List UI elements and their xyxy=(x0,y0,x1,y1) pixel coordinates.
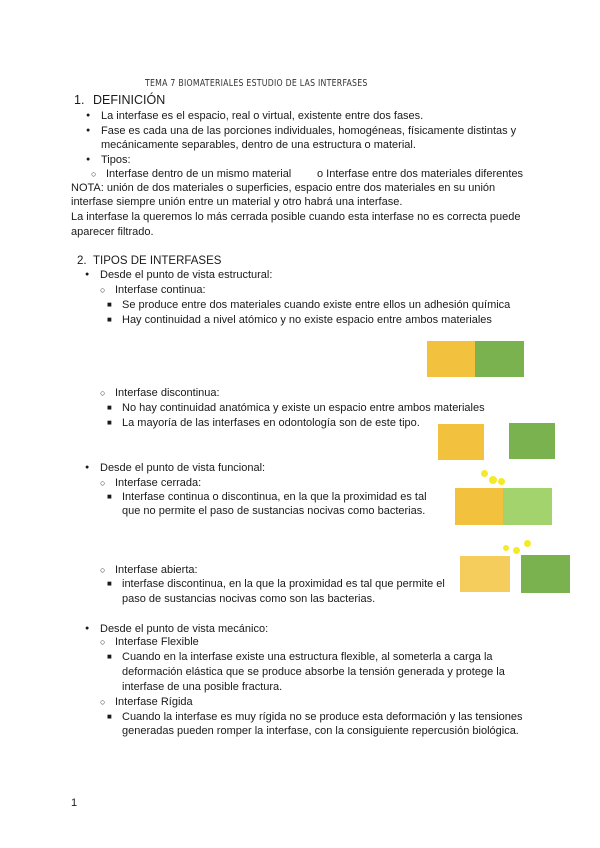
structural-bullet: ● Desde el punto de vista estructural: xyxy=(100,268,272,282)
discontinuous-heading: ○ Interfase discontinua: xyxy=(115,386,220,400)
flexible-item-line-2: deformación elástica que se produce absorbe la tensión generada y protege la xyxy=(122,666,505,678)
paragraph-line-2: aparecer filtrado. xyxy=(71,226,154,238)
note-line-1: NOTA: unión de dos materiales o superficies, espacio entre dos materiales en su unión xyxy=(71,182,496,194)
continuous-yellow-block xyxy=(427,341,475,377)
rigid-item-line-1: ■ Cuando la interfase es muy rígida no se produce esta deformación y las tensiones xyxy=(122,710,523,724)
flexible-heading: ○ Interfase Flexible xyxy=(115,635,199,649)
bacteria-dot xyxy=(524,540,531,547)
closed-green-block xyxy=(503,488,552,525)
open-item-line-1: ■ interfase discontinua, en la que la proximidad es tal que permite el xyxy=(122,577,445,591)
continuous-green-block xyxy=(475,341,524,377)
open-green-block xyxy=(521,555,570,593)
bacteria-dot xyxy=(481,470,488,477)
open-yellow-block xyxy=(460,556,510,592)
bacteria-dot xyxy=(503,545,509,551)
definition-bullet: ● La interfase es el espacio, real o virtual, existente entre dos fases. xyxy=(101,109,423,123)
types-bullet: ● Tipos: xyxy=(101,153,131,167)
section-2-heading: TIPOS DE INTERFASES xyxy=(93,255,222,267)
rigid-heading: ○ Interfase Rígida xyxy=(115,695,193,709)
open-heading: ○ Interfase abierta: xyxy=(115,563,198,577)
flexible-item-line-1: ■ Cuando en la interfase existe una estructura flexible, al someterla a carga la xyxy=(122,650,493,664)
phase-bullet: ● Fase es cada una de las porciones individuales, homogéneas, físicamente distintas y xyxy=(101,124,516,138)
paragraph-line-1: La interfase la queremos lo más cerrada posible cuando esta interfase no es correcta puede xyxy=(71,211,521,223)
open-item-line-2: paso de sustancias nocivas como son las bacterias. xyxy=(122,593,376,605)
bacteria-dot xyxy=(513,547,520,554)
note-line-2: interfase siempre unión entre un material y otro habrá una interfase. xyxy=(71,196,403,208)
type-same-material: ○ Interfase dentro de un mismo material xyxy=(106,167,291,181)
discontinuous-item-2: ■ La mayoría de las interfases en odontología son de este tipo. xyxy=(122,416,420,430)
document-title: TEMA 7 BIOMATERIALES ESTUDIO DE LAS INTERFASES xyxy=(145,78,368,89)
section-2-number: 2. xyxy=(77,255,87,267)
bacteria-dot xyxy=(489,476,497,484)
mechanical-bullet: ● Desde el punto de vista mecánico: xyxy=(100,622,268,636)
bacteria-dot xyxy=(498,478,505,485)
closed-yellow-block xyxy=(455,488,503,525)
type-different-materials: o Interfase entre dos materiales diferentes xyxy=(317,168,524,180)
continuous-heading: ○ Interfase continua: xyxy=(115,283,206,297)
section-1-heading: DEFINICIÓN xyxy=(93,93,166,107)
continuous-item-1: ■ Se produce entre dos materiales cuando existe entre ellos un adhesión química xyxy=(122,298,510,312)
continuous-item-2: ■ Hay continuidad a nivel atómico y no existe espacio entre ambos materiales xyxy=(122,313,492,327)
closed-heading: ○ Interfase cerrada: xyxy=(115,476,201,490)
discontinuous-item-1: ■ No hay continuidad anatómica y existe un espacio entre ambos materiales xyxy=(122,401,485,415)
phase-bullet-cont: mecánicamente separables, dentro de una estructura o material. xyxy=(101,139,416,151)
section-1-number: 1. xyxy=(74,93,85,107)
page-number: 1 xyxy=(71,797,78,809)
discontinuous-yellow-block xyxy=(438,424,484,460)
flexible-item-line-3: interfase de una posible fractura. xyxy=(122,681,283,693)
rigid-item-line-2: generadas pueden romper la interfase, con la consiguiente repercusión biológica. xyxy=(122,725,519,737)
discontinuous-green-block xyxy=(509,423,555,459)
closed-item-line-2: que no permite el paso de sustancias nocivas como bacterias. xyxy=(122,505,426,517)
functional-bullet: ● Desde el punto de vista funcional: xyxy=(100,461,265,475)
closed-item-line-1: ■ Interfase continua o discontinua, en la que la proximidad es tal xyxy=(122,490,427,504)
